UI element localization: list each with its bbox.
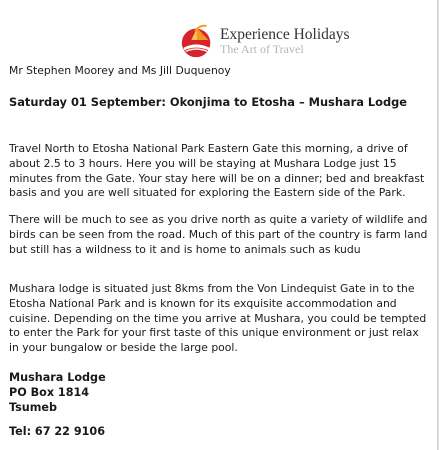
lodge-telephone: Tel: 67 22 9106 — [9, 425, 105, 438]
recipients-line: Mr Stephen Moorey and Ms Jill Duquenoy — [9, 64, 231, 77]
paragraph-travel: Travel North to Etosha National Park Eastern Gate this morning, a drive of about 2.5 to 3 hours. Here you will be staying at Mushara Lodge just 15 minutes from the Gate. Your stay here will be on a dinner; bed and breakfast basis and you are well situated for exploring the Eastern side of the Park. — [9, 142, 425, 200]
brand-text — [220, 27, 350, 56]
sun-and-sail-logo-icon — [178, 22, 216, 60]
brand-header — [178, 22, 350, 60]
paragraph-lodge: Mushara lodge is situated just 8kms from the Von Lindequist Gate in to the Etosha National Park and is known for its exquisite accommodation and cuisine. Depending on the time you arrive at Mushara, you could be tempted to enter the Park for your first taste of this unique environment or just relax in your bungalow or beside the large pool. — [9, 282, 427, 355]
day-heading: Saturday 01 September: Okonjima to Etosha – Mushara Lodge — [9, 95, 408, 109]
brand-name: Experience Holidays — [220, 25, 350, 43]
lodge-address — [9, 371, 106, 415]
address-town: Tsumeb — [9, 400, 58, 414]
address-po-box: PO Box 1814 — [9, 385, 90, 399]
brand-tagline: The Art of Travel — [220, 41, 304, 56]
address-name: Mushara Lodge — [9, 371, 106, 384]
paragraph-wildlife: There will be much to see as you drive north as quite a variety of wildlife and birds can be seen from the road. Much of this part of the country is farm land but still has a wildness to it and is home to animals such as kudu — [9, 213, 428, 256]
